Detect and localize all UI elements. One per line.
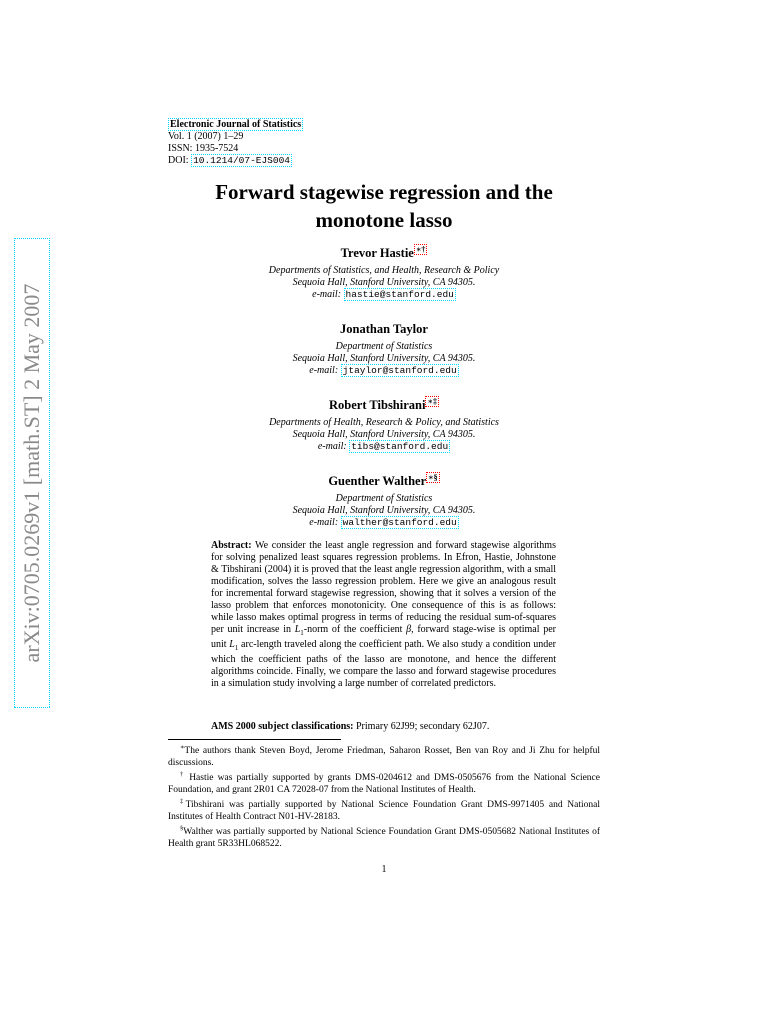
abstract-label: Abstract: bbox=[211, 540, 252, 551]
abstract-text: We consider the least angle regression and forward stagewise algorithms for solving penalized least squares regression problems. In Efron, Hastie, Johnstone & Tibshirani (2004) it is proved that the least angle regression algorithm, with a small modification, solves the lasso regression problem. Here we give an analogous result for incremental forward stagewise regression, showing that it solves a version of the lasso problem that enforces monotonicity. One consequence of this is as follows: while lasso makes optimal progress in terms of reducing the residual sum-of-squares per unit increase in bbox=[211, 540, 556, 635]
author-address: Sequoia Hall, Stanford University, CA 94305. bbox=[292, 429, 476, 440]
email-label: e-mail: bbox=[309, 365, 339, 376]
ams-text: Primary 62J99; secondary 62J07. bbox=[356, 721, 490, 732]
author-name-text: Robert Tibshirani bbox=[329, 398, 426, 412]
author-email bbox=[168, 517, 600, 529]
footnote-text: Walther was partially supported by National Science Foundation Grant DMS-0505682 National Institutes of Health grant 5R33HL068522. bbox=[168, 827, 600, 850]
author-email bbox=[168, 441, 600, 453]
author-affiliation: Departments of Health, Research & Policy, and Statistics bbox=[269, 417, 499, 428]
journal-doi bbox=[168, 155, 303, 167]
author-block bbox=[168, 397, 600, 453]
math-l1: L bbox=[294, 624, 301, 635]
title-line-1: Forward stagewise regression and the bbox=[215, 180, 553, 204]
footnote bbox=[168, 796, 600, 823]
email-link[interactable]: hastie@stanford.edu bbox=[345, 289, 454, 300]
email-link[interactable]: walther@stanford.edu bbox=[342, 517, 457, 528]
author-affiliation: Department of Statistics bbox=[335, 493, 433, 504]
math-subscript: 1 bbox=[300, 629, 304, 637]
arxiv-stamp[interactable]: arXiv:0705.0269v1 [math.ST] 2 May 2007 bbox=[14, 238, 50, 708]
journal-header bbox=[168, 119, 303, 167]
author-email bbox=[168, 365, 600, 377]
email-link[interactable]: tibs@stanford.edu bbox=[351, 441, 449, 452]
footnote-mark: † bbox=[180, 771, 186, 779]
author-affiliation: Departments of Statistics, and Health, Research & Policy bbox=[268, 265, 500, 276]
ams-classification bbox=[211, 721, 489, 733]
math-subscript: 1 bbox=[234, 644, 239, 652]
footnotes bbox=[168, 742, 600, 851]
author-address: Sequoia Hall, Stanford University, CA 94305. bbox=[292, 505, 476, 516]
abstract-text: arc-length traveled along the coefficient path. We also study a condition under which the coefficient paths of the lasso are monotone, and hence the different algorithms coincide. Finally, we compare the lasso and forward stagewise procedures in a simulation study involving a large number of correlated predictors. bbox=[211, 639, 557, 689]
footnote-rule bbox=[168, 739, 341, 740]
footnote-mark: ‡ bbox=[180, 798, 186, 806]
footnote-text: The authors thank Steven Boyd, Jerome Friedman, Saharon Rosset, Ben van Roy and Ji Zhu for helpful discussions. bbox=[168, 746, 600, 768]
doi-link[interactable]: 10.1214/07-EJS004 bbox=[193, 155, 290, 166]
footnote-text: Hastie was partially supported by grants DMS-0204612 and DMS-0505676 from the National Science Foundation, and grant 2R01 CA 72028-07 from the National Institutes of Health. bbox=[168, 773, 600, 795]
abstract-text: -norm of the coefficient bbox=[303, 624, 407, 635]
footnote-text: Tibshirani was partially supported by National Science Foundation Grant DMS-9971405 and National Institutes of Health Contract N01-HV-28183. bbox=[168, 800, 601, 822]
author-name bbox=[168, 321, 600, 337]
abstract-text: , forward stage-wise is optimal per unit bbox=[211, 624, 557, 650]
journal-issn: ISSN: 1935-7524 bbox=[168, 143, 239, 154]
footnote bbox=[168, 742, 600, 769]
author-name bbox=[168, 245, 600, 261]
author-block bbox=[168, 473, 600, 529]
author-affiliation: Department of Statistics bbox=[335, 341, 433, 352]
author-address: Sequoia Hall, Stanford University, CA 94305. bbox=[292, 277, 476, 288]
email-label: e-mail: bbox=[317, 441, 347, 452]
footnote bbox=[168, 769, 600, 796]
footnote-link[interactable]: ∗§ bbox=[428, 472, 438, 482]
footnote-link[interactable]: ∗† bbox=[415, 244, 426, 254]
author-name bbox=[168, 397, 600, 413]
footnote-mark: ∗ bbox=[180, 744, 185, 751]
math-l1: L bbox=[229, 639, 235, 650]
doi-label: DOI: bbox=[168, 155, 189, 166]
author-block bbox=[168, 245, 600, 301]
author-block bbox=[168, 321, 600, 377]
author-address: Sequoia Hall, Stanford University, CA 94305. bbox=[292, 353, 476, 364]
page-number: 1 bbox=[381, 864, 387, 875]
title-line-2: monotone lasso bbox=[315, 208, 453, 232]
journal-volume: Vol. 1 (2007) 1–29 bbox=[168, 131, 244, 142]
journal-name-link[interactable]: Electronic Journal of Statistics bbox=[170, 119, 302, 130]
author-email bbox=[168, 289, 600, 301]
author-name-text: Jonathan Taylor bbox=[340, 322, 428, 336]
footnote bbox=[168, 823, 600, 850]
author-name-text: Trevor Hastie bbox=[340, 246, 414, 260]
footnote-link[interactable]: ∗‡ bbox=[427, 396, 437, 406]
email-label: e-mail: bbox=[309, 517, 339, 528]
ams-label: AMS 2000 subject classifications: bbox=[211, 721, 354, 732]
email-label: e-mail: bbox=[312, 289, 342, 300]
math-beta: β bbox=[406, 624, 412, 635]
email-link[interactable]: jtaylor@stanford.edu bbox=[342, 365, 457, 376]
paper-title bbox=[168, 178, 600, 234]
abstract bbox=[211, 540, 556, 690]
footnote-mark: § bbox=[180, 825, 184, 833]
author-name-text: Guenther Walther bbox=[328, 474, 427, 488]
author-name bbox=[168, 473, 600, 489]
